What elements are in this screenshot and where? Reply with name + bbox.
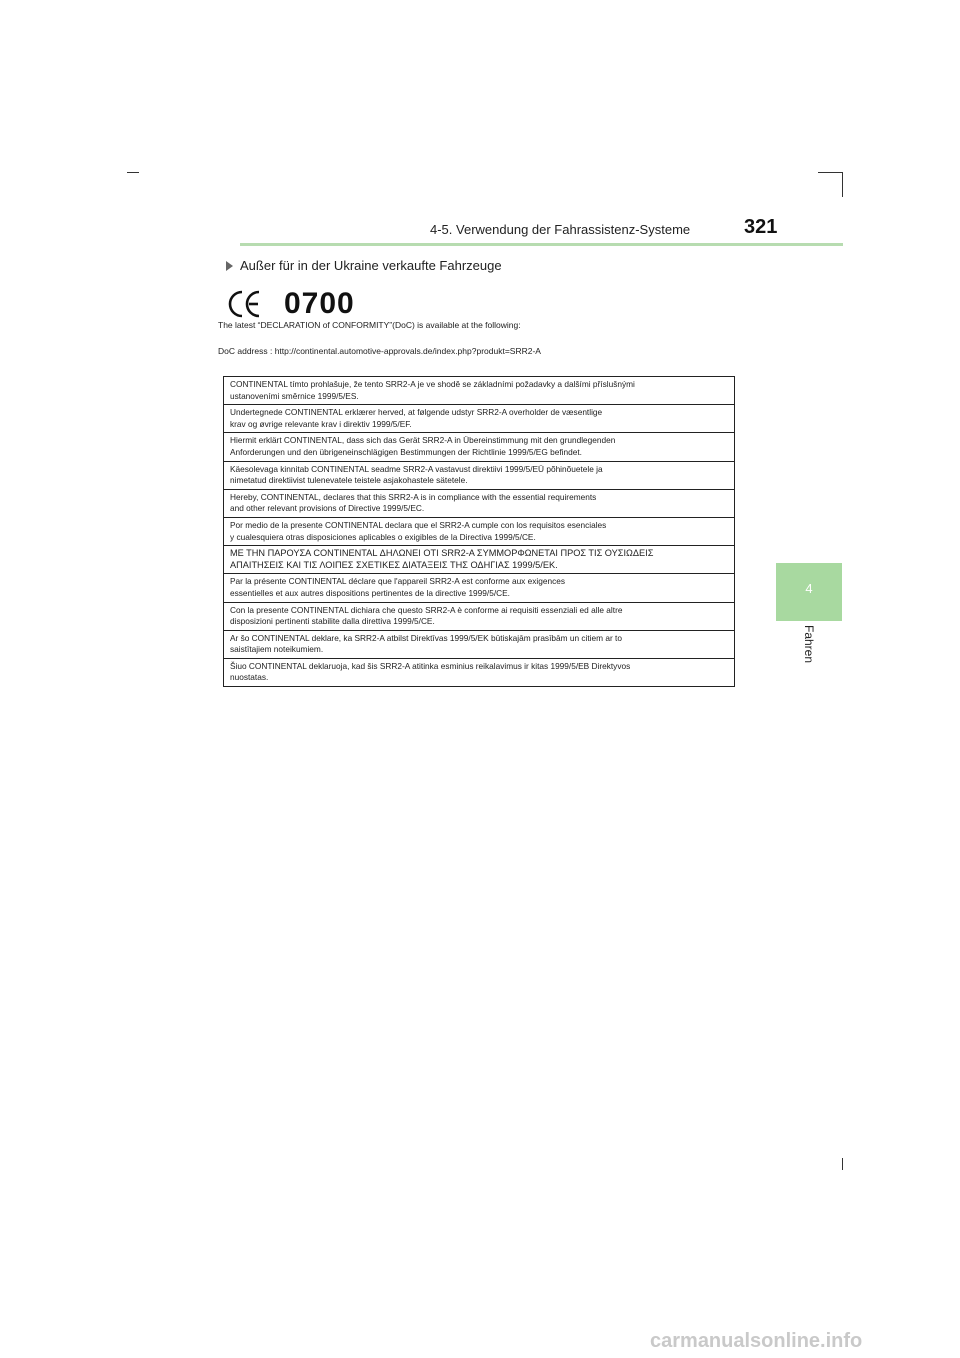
declarations-table bbox=[223, 376, 735, 687]
chapter-label: Fahren bbox=[802, 625, 816, 664]
header-rule bbox=[240, 243, 843, 246]
chapter-label-container bbox=[800, 625, 820, 675]
ce-mark bbox=[228, 286, 355, 322]
crop-mark-top-right-v bbox=[842, 172, 843, 197]
crop-mark-bottom-right bbox=[842, 1158, 843, 1170]
chapter-tab bbox=[776, 563, 842, 621]
declaration-row-fr: Par la présente CONTINENTAL déclare que l'appareil SRR2-A est conforme aux exigences essentielles et aux autres dispositions pertinentes de la directive 1999/5/CE. bbox=[224, 574, 734, 602]
doc-availability-text: The latest “DECLARATION of CONFORMITY”(DoC) is available at the following: bbox=[218, 320, 521, 330]
section-title: 4-5. Verwendung der Fahrassistenz-Systeme bbox=[430, 222, 691, 237]
crop-mark-top-left bbox=[127, 172, 139, 173]
declaration-row-de: Hiermit erklärt CONTINENTAL, dass sich das Gerät SRR2-A in Übereinstimmung mit den grundlegenden Anforderungen und den übrigeneinschlägigen Bestimmungen der Richtlinie 1999/5/EG befindet. bbox=[224, 433, 734, 461]
declaration-row-da: Undertegnede CONTINENTAL erklærer herved, at følgende udstyr SRR2-A overholder de væsentlige krav og øvrige relevante krav i direktiv 1999/5/EF. bbox=[224, 405, 734, 433]
ce-notified-body-number: 0700 bbox=[284, 287, 355, 320]
declaration-row-lv: Ar šo CONTINENTAL deklare, ka SRR2-A atbilst Direktīvas 1999/5/EK būtiskajām prasībām un citiem ar to saistītajiem noteikumiem. bbox=[224, 631, 734, 659]
chapter-number: 4 bbox=[805, 581, 813, 596]
declaration-row-it: Con la presente CONTINENTAL dichiara che questo SRR2-A è conforme ai requisiti essenziali ed alle altre disposizioni pertinenti stabilite dalla direttiva 1999/5/CE. bbox=[224, 603, 734, 631]
declaration-row-en: Hereby, CONTINENTAL, declares that this SRR2-A is in compliance with the essential requirements and other relevant provisions of Directive 1999/5/EC. bbox=[224, 490, 734, 518]
crop-mark-top-right-h bbox=[818, 172, 843, 173]
ce-logo-icon bbox=[228, 289, 262, 319]
declaration-row-el: ΜΕ ΤΗΝ ΠΑΡΟΥΣΑ CONTINENTAL ΔΗΛΩΝΕΙ ΟΤΙ SRR2-A ΣΥΜΜΟΡΦΩΝΕΤΑΙ ΠΡΟΣ ΤΙΣ ΟΥΣΙΩΔΕΙΣ ΑΠΑΙΤΗΣΕΙΣ ΚΑΙ ΤΙΣ ΛΟΙΠΕΣ ΣΧΕΤΙΚΕΣ ΔΙΑΤΑΞΕΙΣ ΤΗΣ ΟΔΗΓΙΑΣ 1999/5/ΕΚ. bbox=[224, 546, 734, 574]
doc-address-text: DoC address : http://continental.automotive-approvals.de/index.php?produkt=SRR2-A bbox=[218, 346, 541, 356]
declaration-row-es: Por medio de la presente CONTINENTAL declara que el SRR2-A cumple con los requisitos esenciales y cualesquiera otras disposiciones aplicables o exigibles de la Directiva 1999/5/CE. bbox=[224, 518, 734, 546]
subheading-text: Außer für in der Ukraine verkaufte Fahrzeuge bbox=[240, 258, 502, 273]
triangle-bullet-icon bbox=[226, 261, 233, 271]
watermark: carmanualsonline.info bbox=[650, 1330, 863, 1352]
page-number: 321 bbox=[744, 216, 778, 238]
declaration-row-cs: CONTINENTAL tímto prohlašuje, že tento SRR2-A je ve shodě se základními požadavky a dalšími příslušnými ustanoveními směrnice 1999/5/ES. bbox=[224, 377, 734, 405]
declaration-row-et: Käesolevaga kinnitab CONTINENTAL seadme SRR2-A vastavust direktiivi 1999/5/EÜ põhinõuetele ja nimetatud direktiivist tulenevatele teistele asjakohastele sätetele. bbox=[224, 462, 734, 490]
declaration-row-lt: Šiuo CONTINENTAL deklaruoja, kad šis SRR2-A atitinka esminius reikalavimus ir kitas 1999/5/EB Direktyvos nuostatas. bbox=[224, 659, 734, 687]
subheading bbox=[226, 258, 502, 273]
